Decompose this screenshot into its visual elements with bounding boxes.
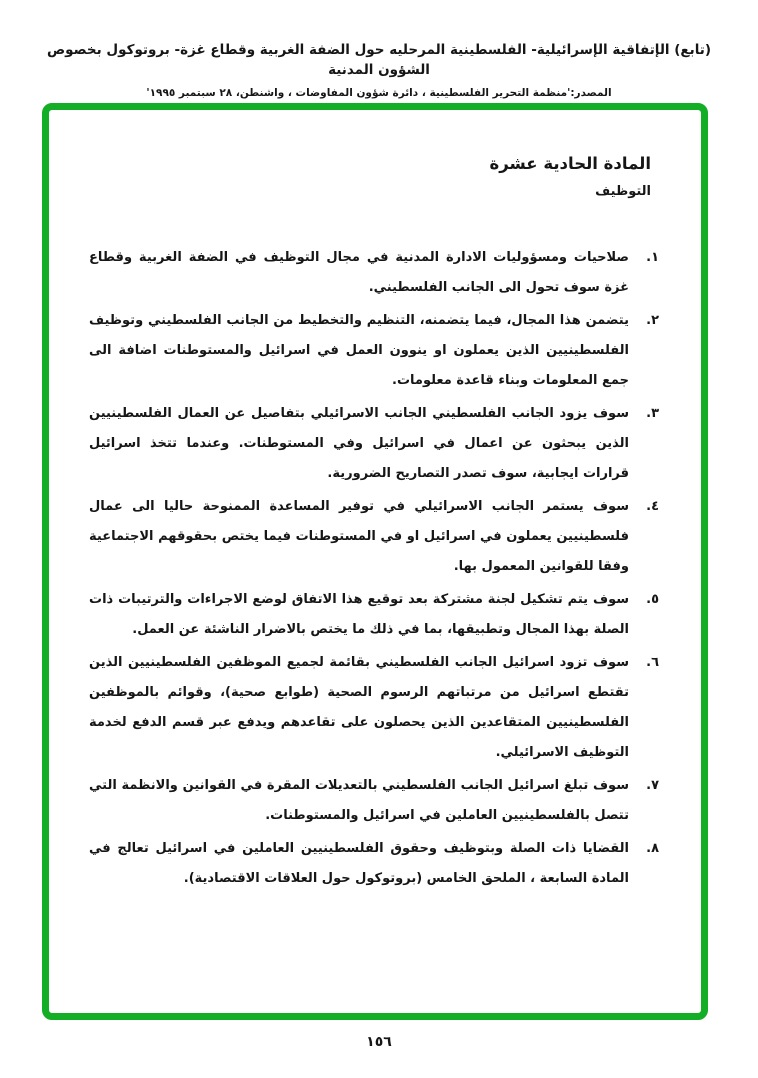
item-text: سوف يزود الجانب الفلسطيني الجانب الاسرائيلي بتفاصيل عن العمال الفلسطينيين الذين يبحثون عن اعمال في اسرائيل وفي المستوطنات. وعندما تتخذ اسرائيل قرارات ايجابية، سوف تصدر التصاريح الضرورية. — [89, 406, 629, 481]
item-text: يتضمن هذا المجال، فيما يتضمنه، التنظيم والتخطيط من الجانب الفلسطيني وتوظيف الفلسطينيين الذين يعملون او ينوون العمل في اسرائيل والمستوطنات اضافة الى جمع المعلومات وبناء قاعدة معلومات. — [89, 313, 629, 388]
list-item — [89, 243, 659, 303]
list-item — [89, 648, 659, 768]
page-number: ١٥٦ — [366, 1034, 392, 1050]
item-number: ٧. — [646, 778, 659, 793]
list-item — [89, 492, 659, 582]
item-number: ٥. — [646, 592, 659, 607]
item-text: سوف تبلغ اسرائيل الجانب الفلسطيني بالتعديلات المقرة في القوانين والانظمة التي تتصل بالفلسطينيين العاملين في اسرائيل والمستوطنات. — [89, 778, 629, 823]
article-subtitle: التوظيف — [595, 184, 651, 199]
document-header — [0, 40, 758, 99]
list-item — [89, 399, 659, 489]
item-text: القضايا ذات الصلة وبتوظيف وحقوق الفلسطينيين العاملين في اسرائيل تعالج في المادة السابعة ، الملحق الخامس (بروتوكول حول العلاقات الاقتصادية). — [89, 841, 629, 886]
item-text: سوف تزود اسرائيل الجانب الفلسطيني بقائمة لجميع الموظفين الفلسطينيين الذين تقتطع اسرائيل من مرتباتهم الرسوم الصحية (طوابع صحية)، وقوائم بالموظفين الفلسطينيين المتقاعدين الذين يحصلون على تقاعدهم ويدفع عبر قسم الدفع لخدمة التوظيف الاسرائيلي. — [89, 655, 629, 760]
item-number: ٨. — [646, 841, 659, 856]
article-title: المادة الحادية عشرة — [489, 154, 651, 173]
list-item — [89, 585, 659, 645]
item-text: سوف يستمر الجانب الاسرائيلي في توفير المساعدة الممنوحة حاليا الى عمال فلسطينيين يعملون في اسرائيل او في المستوطنات فيما يختص بحقوقهم الاجتماعية وفقا للقوانين المعمول بها. — [89, 499, 629, 574]
item-text: صلاحيات ومسؤوليات الادارة المدنية في مجال التوظيف في الضفة الغربية وقطاع غزة سوف تحول الى الجانب الفلسطيني. — [89, 250, 629, 295]
list-item — [89, 771, 659, 831]
item-number: ١. — [646, 250, 659, 265]
header-source: المصدر:'منظمة التحرير الفلسطينية ، دائرة شؤون المفاوضات ، واشنطن، ٢٨ سبتمبر ١٩٩٥' — [146, 87, 612, 99]
numbered-list — [49, 243, 701, 894]
header-title: (تابع) الإتفاقية الإسرائيلية- الفلسطينية المرحليه حول الضفة الغربية وقطاع غزة- بروتوكول بخصوص الشؤون المدنية — [47, 42, 711, 78]
green-annotation-frame — [42, 103, 708, 1020]
list-item — [89, 306, 659, 396]
article-heading — [49, 154, 701, 199]
item-number: ٦. — [646, 655, 659, 670]
item-number: ٢. — [646, 313, 659, 328]
item-text: سوف يتم تشكيل لجنة مشتركة بعد توقيع هذا الاتفاق لوضع الاجراءات والترتيبات ذات الصلة بهذا المجال وتطبيقها، بما في ذلك ما يختص بالاضرار الناشئة عن العمل. — [89, 592, 629, 637]
list-item — [89, 834, 659, 894]
item-number: ٣. — [646, 406, 659, 421]
item-number: ٤. — [646, 499, 659, 514]
